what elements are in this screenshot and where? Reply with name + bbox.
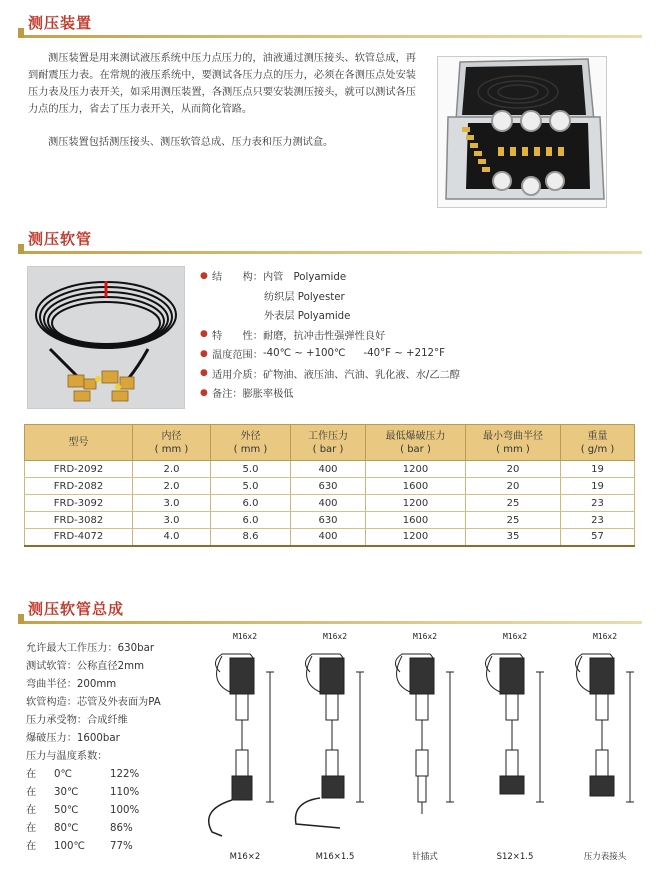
cell-inner-diameter: 2.0 <box>133 461 211 478</box>
connector-drawing <box>560 632 650 862</box>
temp-coefficient-row: 在 30℃ 110% <box>26 787 140 798</box>
section-header-assembly <box>18 596 642 624</box>
cell-outer-diameter: 5.0 <box>211 461 291 478</box>
temp-coefficient-row: 在 80℃ 86% <box>26 823 133 834</box>
spec-label: 结 构： <box>212 272 263 284</box>
cell-weight: 23 <box>561 512 635 529</box>
connector-drawing <box>200 632 290 862</box>
drawing-bottom-label: M16×2 <box>229 852 261 862</box>
cell-weight: 19 <box>561 461 635 478</box>
assembly-line: 允许最大工作压力：630bar <box>26 643 155 654</box>
cell-outer-diameter: 6.0 <box>211 512 291 529</box>
cell-weight: 19 <box>561 478 635 495</box>
section-title: 测压软管 <box>28 230 93 248</box>
spec-media <box>200 364 640 384</box>
drawing-bottom-label: M16×1.5 <box>315 852 355 862</box>
spec-label: 备注： <box>212 389 243 401</box>
spec-value: -40°F ~ +212°F <box>363 348 445 360</box>
cell-working-pressure: 630 <box>291 512 366 529</box>
assembly-spec-list <box>26 640 161 856</box>
cell-model: FRD-2092 <box>25 461 133 478</box>
drawing-m16x1-5 <box>290 632 380 862</box>
spec-braid <box>200 286 640 306</box>
bullet-icon: ● <box>200 270 208 281</box>
cell-model: FRD-3082 <box>25 512 133 529</box>
hose-spec-list <box>200 266 640 403</box>
drawing-bottom-label: 针插式 <box>412 852 438 862</box>
cell-outer-diameter: 8.6 <box>211 529 291 546</box>
drawing-bottom-label: 压力表接头 <box>583 852 627 862</box>
column-header: 重量 ( g/m ) <box>561 425 635 461</box>
cell-weight: 23 <box>561 495 635 512</box>
assembly-line: 爆破压力：1600bar <box>26 733 120 744</box>
device-paragraph-1: 测压装置是用来测试液压系统中压力点压力的，油液通过测压接头、软管总成，再到耐震压力表。在常规的液压系统中，要测试各压力点的压力，必须在各测压点处安装压力表及压力表开关，如采用测压装置，各测压点只要安装测压接头，就可以测试各压力点的压力，省去了压力表开关，从而简化管路。 <box>28 53 416 115</box>
device-paragraph-2: 测压装置包括测压接头、测压软管总成、压力表和压力测试盒。 <box>48 137 334 148</box>
cell-bend-radius: 20 <box>466 478 561 495</box>
cell-outer-diameter: 6.0 <box>211 495 291 512</box>
spec-value: 纺织层 Polyester <box>264 291 345 303</box>
drawing-top-label: M16x2 <box>232 632 258 641</box>
spec-label: 特 性： <box>212 330 263 342</box>
spec-property <box>200 325 640 345</box>
hose-spec-table <box>24 424 635 547</box>
cell-inner-diameter: 3.0 <box>133 495 211 512</box>
drawing-top-label: M16x2 <box>412 632 438 641</box>
connector-drawing <box>290 632 380 862</box>
cell-burst-pressure: 1200 <box>366 461 466 478</box>
spec-label: 适用介质： <box>212 369 263 381</box>
table-row <box>25 529 635 546</box>
cell-working-pressure: 630 <box>291 478 366 495</box>
cell-working-pressure: 400 <box>291 495 366 512</box>
column-header: 外径 ( mm ) <box>211 425 291 461</box>
table-header-row <box>25 425 635 461</box>
cell-model: FRD-2082 <box>25 478 133 495</box>
assembly-line: 测试软管：公称直径2mm <box>26 661 145 672</box>
spec-label: 温度范围： <box>212 350 263 362</box>
cell-inner-diameter: 2.0 <box>133 478 211 495</box>
hose-photo <box>27 266 185 409</box>
bullet-icon: ● <box>200 387 208 398</box>
bullet-icon: ● <box>200 329 208 340</box>
spec-outer <box>200 305 640 325</box>
spec-value: 耐磨，抗冲击性强弹性良好 <box>262 330 386 342</box>
spec-note <box>200 383 640 403</box>
section-header-hose <box>18 226 642 254</box>
table-row <box>25 461 635 478</box>
drawing-s12x1-5 <box>470 632 560 862</box>
section-title: 测压装置 <box>28 14 93 32</box>
cell-burst-pressure: 1600 <box>366 512 466 529</box>
column-header: 内径 ( mm ) <box>133 425 211 461</box>
spec-value: 内管 Polyamide <box>262 272 347 284</box>
drawing-m16x2 <box>200 632 290 862</box>
cell-bend-radius: 35 <box>466 529 561 546</box>
cell-burst-pressure: 1200 <box>366 529 466 546</box>
spec-value: -40℃ ~ +100℃ <box>262 348 346 360</box>
spec-value: 膨胀率极低 <box>242 389 294 401</box>
assembly-line: 压力承受物：合成纤维 <box>26 715 128 726</box>
cell-model: FRD-4072 <box>25 529 133 546</box>
cell-bend-radius: 20 <box>466 461 561 478</box>
section-header-device <box>18 10 642 38</box>
cell-inner-diameter: 3.0 <box>133 512 211 529</box>
bullet-icon: ● <box>200 368 208 379</box>
spec-value: 外表层 Polyamide <box>264 311 351 323</box>
temp-coefficient-row: 在 50℃ 100% <box>26 805 140 816</box>
cell-bend-radius: 25 <box>466 512 561 529</box>
drawing-pin-type <box>380 632 470 862</box>
table-row <box>25 495 635 512</box>
temp-coefficient-row: 在 0℃ 122% <box>26 769 140 780</box>
column-header: 最小弯曲半径 ( mm ) <box>466 425 561 461</box>
cell-outer-diameter: 5.0 <box>211 478 291 495</box>
spec-value: 矿物油、液压油、汽油、乳化液、水/乙二醇 <box>262 369 460 381</box>
cell-inner-diameter: 4.0 <box>133 529 211 546</box>
drawing-top-label: M16x2 <box>502 632 528 641</box>
spec-structure <box>200 266 640 286</box>
bullet-icon: ● <box>200 348 208 359</box>
drawing-top-label: M16x2 <box>322 632 348 641</box>
cell-working-pressure: 400 <box>291 529 366 546</box>
test-kit-photo <box>437 56 607 208</box>
table-row <box>25 512 635 529</box>
assembly-line: 弯曲半径：200mm <box>26 679 117 690</box>
connector-drawing <box>470 632 560 862</box>
assembly-line: 软管构造：芯管及外表面为PA <box>26 697 161 708</box>
drawing-gauge-connector <box>560 632 650 862</box>
drawing-bottom-label: S12×1.5 <box>496 852 534 862</box>
assembly-line: 压力与温度系数： <box>26 751 108 762</box>
section-title: 测压软管总成 <box>28 600 125 618</box>
cell-bend-radius: 25 <box>466 495 561 512</box>
drawing-top-label: M16x2 <box>592 632 618 641</box>
spec-temperature <box>200 344 640 364</box>
table-row <box>25 478 635 495</box>
temp-coefficient-row: 在 100℃ 77% <box>26 841 133 852</box>
column-header: 工作压力 ( bar ) <box>291 425 366 461</box>
cell-model: FRD-3092 <box>25 495 133 512</box>
cell-burst-pressure: 1200 <box>366 495 466 512</box>
connector-drawing <box>380 632 470 862</box>
cell-working-pressure: 400 <box>291 461 366 478</box>
cell-burst-pressure: 1600 <box>366 478 466 495</box>
column-header: 最低爆破压力 ( bar ) <box>366 425 466 461</box>
cell-weight: 57 <box>561 529 635 546</box>
column-header: 型号 <box>25 425 133 461</box>
